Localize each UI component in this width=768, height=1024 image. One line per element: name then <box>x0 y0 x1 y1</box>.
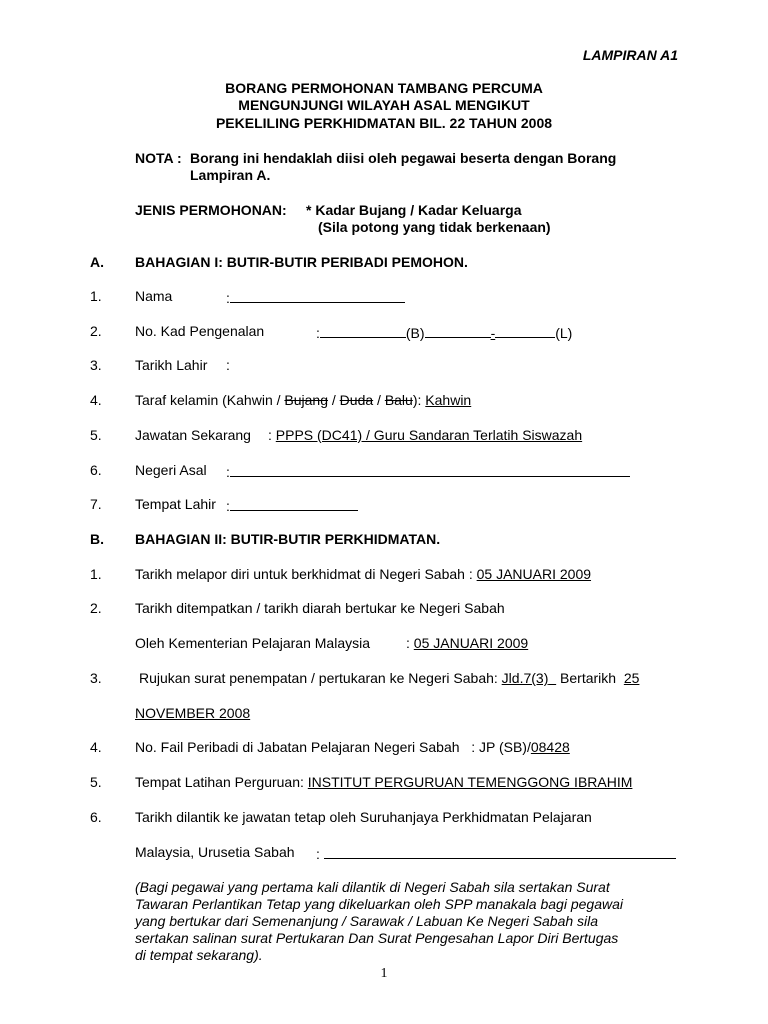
form-title-line-3: PEKELILING PERKHIDMATAN BIL. 22 TAHUN 2008 <box>215 115 553 131</box>
jawatan-value: PPPS (DC41) / Guru Sandaran Terlatih Siswazah <box>275 427 583 443</box>
section-a-letter: A. <box>90 254 104 270</box>
item-number: 1. <box>90 566 102 582</box>
page-number: 1 <box>380 966 388 981</box>
melapor-value[interactable]: 05 JANUARI 2009 <box>476 566 592 582</box>
item-number: 3. <box>90 670 102 686</box>
nota-line-2: Lampiran A. <box>190 167 271 183</box>
nama-field[interactable]: : <box>226 288 405 306</box>
nota-label: NOTA : <box>135 150 182 166</box>
ditempatkan-field[interactable]: : 05 JANUARI 2009 <box>406 635 676 651</box>
melapor-row: Tarikh melapor diri untuk berkhidmat di Negeri Sabah : 05 JANUARI 2009 <box>135 566 649 582</box>
item-number: 2. <box>90 323 102 339</box>
section-a-title: BAHAGIAN I: BUTIR-BUTIR PERIBADI PEMOHON. <box>135 254 468 270</box>
taraf-kelamin-row: Taraf kelamin (Kahwin / Bujang / Duda / Balu): Kahwin <box>135 392 653 408</box>
section-b-letter: B. <box>90 531 104 547</box>
kad-field[interactable]: : (B) - (L) <box>316 325 573 341</box>
item-number: 7. <box>90 496 102 512</box>
tempat-lahir-label: Tempat Lahir <box>135 496 216 512</box>
attachment-note: (Bagi pegawai yang pertama kali dilantik di Negeri Sabah sila sertakan Surat Tawaran Perlantikan Tetap yang dikeluarkan oleh SPP manakala bagi pegawai yang bertukar dari Semenanjung / Sarawak / Labuan Ke Negeri Sabah sila sertakan salinan surat Pertukaran Dan Surat Pengesahan Lapor Diri Bertugas di tempat sekarang). <box>135 879 623 963</box>
tarikh-lahir-label: Tarikh Lahir <box>135 357 208 373</box>
form-title-line-2: MENGUNJUNGI WILAYAH ASAL MENGIKUT <box>238 97 530 113</box>
section-b-title: BAHAGIAN II: BUTIR-BUTIR PERKHIDMATAN. <box>135 531 441 547</box>
form-title-line-1: BORANG PERMOHONAN TAMBANG PERCUMA <box>225 80 543 96</box>
item-number: 2. <box>90 600 102 616</box>
taraf-kelamin-value[interactable]: Kahwin <box>425 392 472 408</box>
item-number: 4. <box>90 392 102 408</box>
nota-line-1: Borang ini hendaklah diisi oleh pegawai beserta dengan Borang <box>190 150 617 166</box>
dilantik-label: Tarikh dilantik ke jawatan tetap oleh Suruhanjaya Perkhidmatan Pelajaran <box>135 809 592 825</box>
rujukan-date-rest[interactable]: NOVEMBER 2008 <box>135 705 251 721</box>
jenis-value: * Kadar Bujang / Kadar Keluarga <box>306 202 522 218</box>
latihan-row: Tempat Latihan Perguruan: INSTITUT PERGURUAN TEMENGGONG IBRAHIM <box>135 774 633 790</box>
rujukan-ref[interactable]: Jld.7(3) <box>501 670 549 686</box>
lampiran-label: LAMPIRAN A1 <box>582 47 678 63</box>
dilantik-field[interactable]: : <box>316 844 676 862</box>
item-number: 4. <box>90 739 102 755</box>
jawatan-field[interactable]: : PPPS (DC41) / Guru Sandaran Terlatih Siswazah <box>268 427 666 443</box>
item-number: 1. <box>90 288 102 304</box>
ditempatkan-value: 05 JANUARI 2009 <box>413 635 529 651</box>
fail-peribadi-row: No. Fail Peribadi di Jabatan Pelajaran Negeri Sabah : JP (SB)/08428 <box>135 739 646 755</box>
item-number: 3. <box>90 357 102 373</box>
fail-peribadi-value[interactable]: 08428 <box>530 739 570 755</box>
negeri-asal-label: Negeri Asal <box>135 462 207 478</box>
negeri-asal-field[interactable]: : <box>226 462 630 480</box>
urusetia-label: Malaysia, Urusetia Sabah <box>135 844 295 860</box>
tarikh-lahir-field[interactable]: : <box>226 357 230 373</box>
nama-label: Nama <box>135 288 173 304</box>
kad-label: No. Kad Pengenalan <box>135 323 265 339</box>
ditempatkan-label: Tarikh ditempatkan / tarikh diarah bertukar ke Negeri Sabah <box>135 600 505 616</box>
rujukan-row: Rujukan surat penempatan / pertukaran ke Negeri Sabah: Jld.7(3) Bertarikh 25 <box>139 670 640 686</box>
jawatan-label: Jawatan Sekarang <box>135 427 251 443</box>
tempat-lahir-field[interactable]: : <box>226 496 358 514</box>
jenis-label: JENIS PERMOHONAN: <box>135 202 287 218</box>
rujukan-date-day[interactable]: 25 <box>623 670 640 686</box>
item-number: 5. <box>90 774 102 790</box>
item-number: 6. <box>90 809 102 825</box>
item-number: 6. <box>90 462 102 478</box>
kementerian-label: Oleh Kementerian Pelajaran Malaysia <box>135 635 371 651</box>
latihan-value[interactable]: INSTITUT PERGURUAN TEMENGGONG IBRAHIM <box>307 774 633 790</box>
item-number: 5. <box>90 427 102 443</box>
jenis-note: (Sila potong yang tidak berkenaan) <box>318 219 551 235</box>
